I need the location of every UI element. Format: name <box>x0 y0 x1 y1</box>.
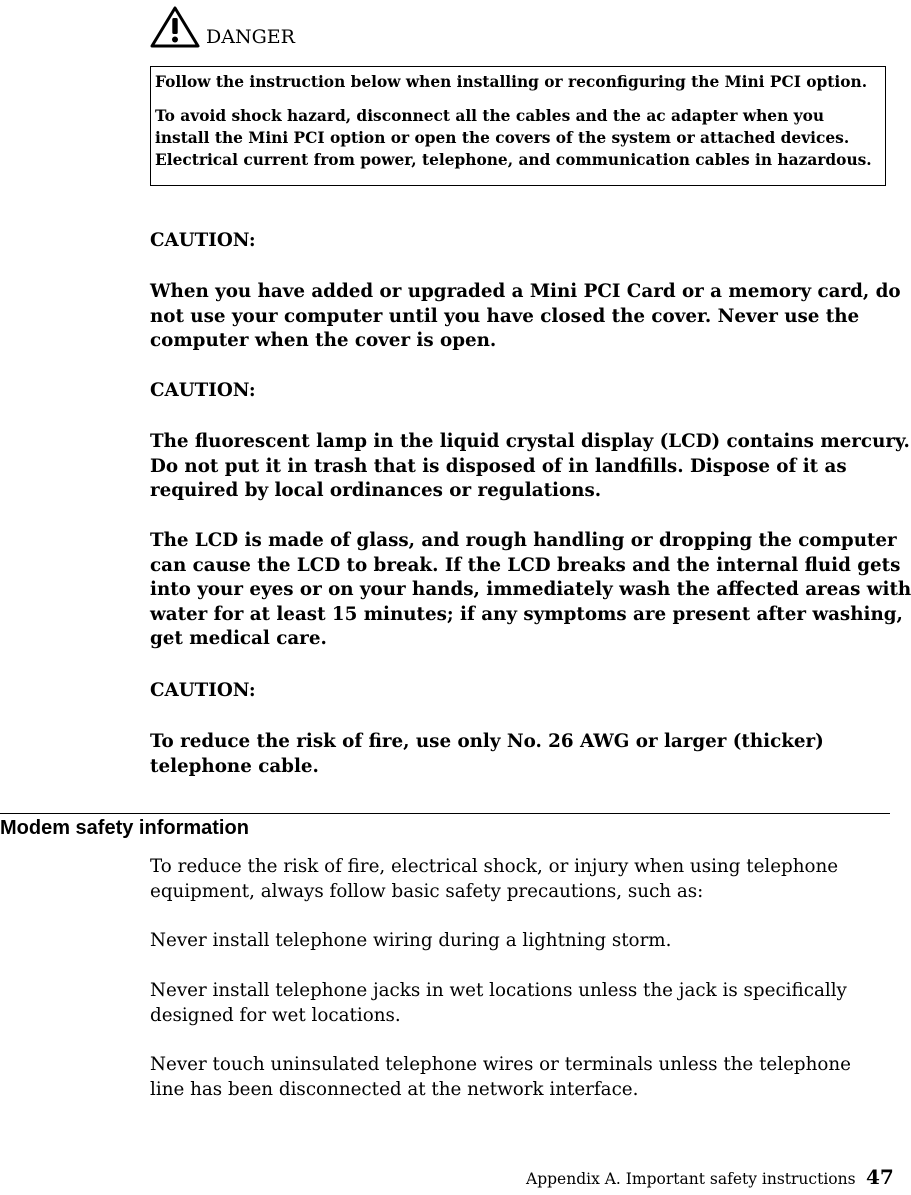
text-line: line has been disconnected at the network interface. <box>150 1078 639 1100</box>
text-line: Never touch uninsulated telephone wires or terminals unless the telephone <box>150 1054 851 1075</box>
danger-line: Follow the instruction below when installing or reconfiguring the Mini PCI option. <box>155 73 868 91</box>
text-line: The LCD is made of glass, and rough handling or dropping the computer <box>150 530 897 551</box>
modem-paragraph <box>150 929 878 954</box>
text-line: To reduce the risk of fire, electrical shock, or injury when using telephone <box>150 856 839 877</box>
warning-triangle-icon <box>150 6 200 48</box>
text-line: equipment, always follow basic safety precautions, such as: <box>150 880 704 902</box>
footer-text: Appendix A. Important safety instructions <box>526 1170 856 1188</box>
caution-paragraph <box>150 280 901 354</box>
modem-paragraph <box>150 979 878 1028</box>
modem-paragraph <box>150 855 878 904</box>
text-line: To reduce the risk of fire, use only No. 26 AWG or larger (thicker) <box>150 731 824 752</box>
caution-label: CAUTION: <box>150 380 256 401</box>
text-line: The fluorescent lamp in the liquid crystal display (LCD) contains mercury. <box>150 431 910 452</box>
danger-line: install the Mini PCI option or open the covers of the system or attached devices. <box>155 129 850 147</box>
caution-paragraph <box>150 730 878 779</box>
danger-title: DANGER <box>206 26 295 48</box>
text-line: designed for wet locations. <box>150 1004 401 1026</box>
caution-label: CAUTION: <box>150 680 256 701</box>
caution-paragraph <box>150 430 910 504</box>
text-line: telephone cable. <box>150 755 319 777</box>
section-divider <box>0 813 890 814</box>
text-line: computer when the cover is open. <box>150 330 497 351</box>
text-line: not use your computer until you have closed the cover. Never use the <box>150 305 860 327</box>
section-heading: Modem safety information <box>0 817 249 839</box>
text-line: get medical care. <box>150 628 327 649</box>
text-line: into your eyes or on your hands, immediately wash the affected areas with <box>150 579 911 600</box>
text-line: water for at least 15 minutes; if any symptoms are present after washing, <box>150 603 903 625</box>
text-line: Never install telephone jacks in wet locations unless the jack is specifically <box>150 980 847 1001</box>
text-line: required by local ordinances or regulations. <box>150 480 602 501</box>
text-line: Never install telephone wiring during a lightning storm. <box>150 930 672 951</box>
danger-line: Electrical current from power, telephone, and communication cables in hazardous. <box>155 151 872 169</box>
modem-paragraph <box>150 1053 878 1102</box>
caution-paragraph <box>150 529 911 652</box>
text-line: can cause the LCD to break. If the LCD breaks and the internal fluid gets <box>150 554 901 576</box>
page-number: 47 <box>866 1165 894 1189</box>
text-line: When you have added or upgraded a Mini PCI Card or a memory card, do <box>150 281 901 302</box>
caution-label: CAUTION: <box>150 230 256 251</box>
danger-notice-box <box>150 66 886 186</box>
text-line: Do not put it in trash that is disposed of in landfills. Dispose of it as <box>150 455 847 477</box>
danger-line: To avoid shock hazard, disconnect all the cables and the ac adapter when you <box>155 107 825 125</box>
